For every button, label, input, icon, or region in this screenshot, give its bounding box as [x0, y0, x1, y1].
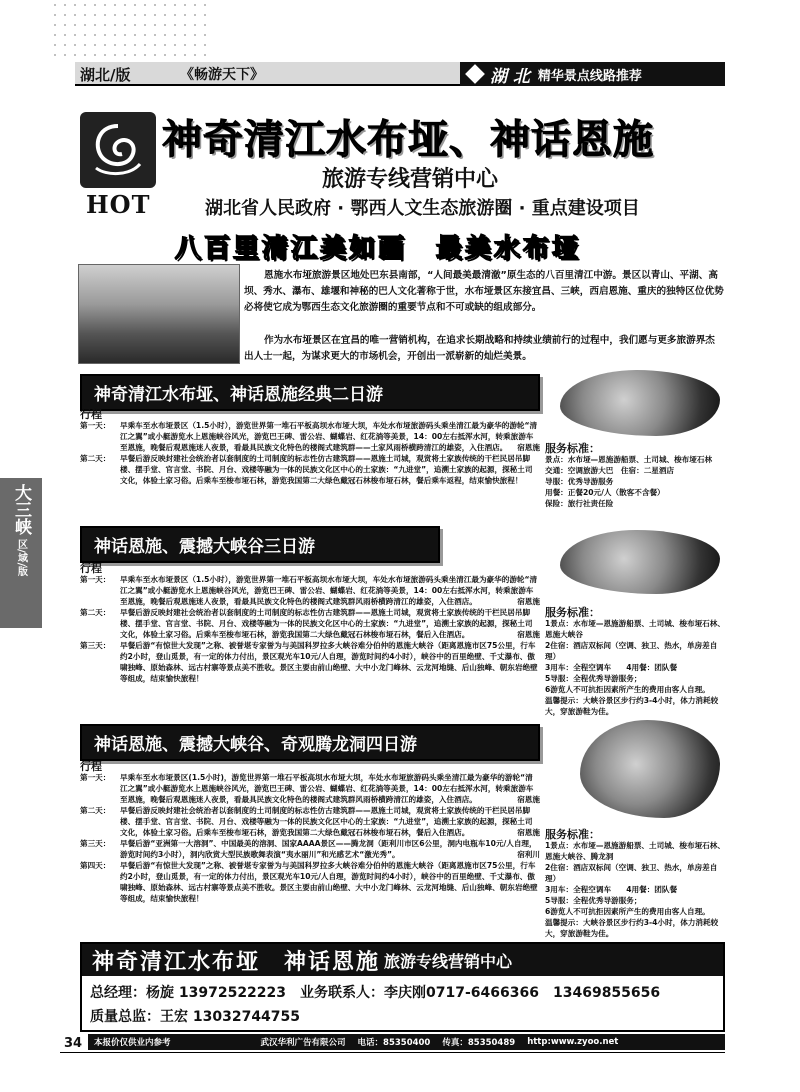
tour-2-day-3	[80, 640, 540, 684]
service-item: 5导服：全程优秀导游服务；	[545, 674, 642, 683]
side-tab-subtitle: 区/域/版	[15, 539, 27, 577]
service-item: 2住宿：酒店双标间（空调、独卫、热水，单房差自理）	[545, 863, 718, 883]
day-stay: 宿恩施	[517, 828, 540, 837]
page-number: 34	[64, 1036, 83, 1051]
tour-1-photo	[560, 370, 720, 436]
day-stay: 宿恩施	[517, 795, 540, 804]
day-text	[120, 838, 540, 860]
service-item: 温馨提示：大峡谷景区步行约3-4小时，体力消耗较大，穿旅游鞋为佳。	[545, 696, 719, 716]
company-name: 武汉华利广告有限公司	[260, 1038, 346, 1048]
service-item: 6游览人不可抗拒因素所产生的费用由客人自理。	[545, 685, 710, 694]
day-stay: 宿恩施	[517, 597, 540, 606]
contact-box-header	[82, 944, 723, 976]
tour-3-title: 神话恩施、震撼大峡谷、奇观腾龙洞四日游	[80, 724, 540, 761]
tour-2-service-title: 服务标准：	[545, 606, 600, 619]
tour-2-day-1	[80, 574, 540, 607]
subtitle: 旅游专线营销中心	[322, 167, 499, 192]
bottom-bar	[88, 1034, 725, 1050]
tour-1-itinerary-label: 行程	[80, 408, 102, 421]
diamond-icon	[465, 64, 485, 84]
contact-line-2: 质量总监：王宏 13032744755	[90, 1009, 301, 1025]
day-text	[120, 607, 540, 640]
day-label: 第一天：	[80, 421, 111, 430]
company-phone: 电话：85350400	[357, 1038, 431, 1048]
day-text	[120, 772, 540, 805]
government-project-line: 湖北省人民政府 · 鄂西人文生态旅游圈 · 重点建设项目	[205, 198, 640, 219]
service-item: 景点：水布垭—恩施游船票、土司城、梭布垭石林	[545, 455, 713, 464]
tour-3-day-1	[80, 772, 540, 805]
tour-1-day-2	[80, 453, 540, 486]
service-item: 3用车：全程空调车 4用餐：团队餐	[545, 663, 678, 672]
hot-label: HOT	[86, 190, 151, 219]
day-label: 第四天：	[80, 861, 111, 870]
tour-3-itinerary	[80, 772, 540, 904]
day-label: 第一天：	[80, 773, 111, 782]
bottom-rule	[60, 1052, 725, 1053]
dot-pattern	[50, 0, 210, 56]
tour-3-itinerary-label: 行程	[80, 760, 102, 773]
day-text: 早餐后游反映封建社会统治者以套制度的土司制度的标志性仿古建筑群——恩施土司城，观赏将土家族传统的干栏民居吊脚楼、摆手堂、官言堂、书院、月台、戏楼等融为一体的民族文化区中心的土家族：“九进堂”，追溯土家族的起源，探秘土司文化，体验土家习俗。后乘车至梭布垭石林，游览我国第二大绿色戴冠石林梭布垭石林，餐后乘车返程，结束愉快旅程！	[120, 454, 533, 485]
service-item: 1景点：水布垭—恩施游船票、土司城、梭布垭石林、恩施大峡谷	[545, 619, 725, 639]
day-stay: 宿恩施	[517, 630, 540, 639]
day-text	[120, 574, 540, 607]
day-text: 早餐后游“有惊世大发现”之称、被誉堪专家誉为与美国科罗拉多大峡谷难分伯仲的恩施大峡谷（距离恩施市区75公里，行车约2小时，登山觅景，有一定的体力付出，景区观光车10元/人自理，游览时间约4小时），峡谷中的百里绝壁、千丈瀑布、傲啸独峰、原始森林、远古村寨等景点美不胜收。景区主要由前山绝壁、大中小龙门峰林、云龙河地缝、后山独峰、朝东岩绝壁等组成，结束愉快旅程！	[120, 641, 538, 683]
tour-1-itinerary	[80, 420, 540, 486]
tour-3-day-2	[80, 805, 540, 838]
day-stay: 宿利川	[517, 850, 540, 859]
header-column: 《畅游天下》	[180, 67, 264, 83]
side-tab-title: 大三峡	[11, 484, 31, 535]
tour-3-services	[545, 840, 725, 939]
main-title: 神奇清江水布垭、神话恩施	[162, 117, 654, 163]
tour-2-itinerary	[80, 574, 540, 684]
tour-3-day-4	[80, 860, 540, 904]
day-text	[120, 420, 540, 453]
company-website: http:www.zyoo.net	[527, 1037, 619, 1047]
day-desc: 早乘车至水布垭景区（1.5小时），游览世界第一堆石平板高坝水布垭大坝，车处水布垭旅游码头乘坐清江最为豪华的游轮“清江之翼”或小艇游览水上恩施峡谷风光，游览巴王碑、雷公岩、蝴蝶岩、红花淌等美景，14：00左右抵浑水河，转乘旅游车至恩施，晚餐后观恩施迷人夜景，看最具民族文化特色的楼阁式建筑群风雨桥横跨清江的雄姿，入住酒店。	[120, 575, 538, 606]
day-label: 第三天：	[80, 641, 111, 650]
tour-2-itinerary-label: 行程	[80, 562, 102, 575]
tour-2-title: 神话恩施、震撼大峡谷三日游	[80, 526, 440, 563]
service-item: 温馨提示：大峡谷景区步行约3-4小时，体力消耗较大，穿旅游鞋为佳。	[545, 918, 719, 938]
header-region-box	[460, 62, 725, 86]
service-item: 交通：空调旅游大巴 住宿：二星酒店	[545, 466, 675, 475]
contact-head-brand: 神奇清江水布垭 神话恩施	[92, 948, 381, 975]
service-item: 1景点：水布垭—恩施游船票、土司城、梭布垭石林、恩施大峡谷、腾龙洞	[545, 841, 725, 861]
day-label: 第一天：	[80, 575, 111, 584]
service-item: 导服：优秀导游服务	[545, 477, 614, 486]
day-text	[120, 805, 540, 838]
price-note: 本报价仅供业内参考	[94, 1038, 171, 1048]
day-desc: 早餐后游“亚洲第一大溶洞”、中国最美的溶洞、国家AAAA景区——腾龙洞（距利川市区6公里，洞内电瓶车10元/人自理，游览时间约3小时），洞内欣赏大型民族歌舞表演“夷水丽川”和光感艺术“激光秀”。	[120, 839, 537, 859]
tour-2-photo	[560, 530, 720, 594]
day-text: 早餐后游“有惊世大发现”之称、被誉堪专家誉为与美国科罗拉多大峡谷难分伯仲的恩施大峡谷（距离恩施市区75公里，行车约2小时，登山觅景，有一定的体力付出，景区观光车10元/人自理，游览时间约4小时），峡谷中的百里绝壁、千丈瀑布、傲啸独峰、原始森林、远古村寨等景点美不胜收。景区主要由前山绝壁、大中小龙门峰林、云龙河地缝、后山独峰、朝东岩绝壁等组成，结束愉快旅程！	[120, 861, 538, 903]
day-label: 第二天：	[80, 454, 111, 463]
header-region: 湖 北	[490, 66, 530, 87]
day-desc: 早餐后游反映封建社会统治者以套制度的土司制度的标志性仿古建筑群——恩施土司城，观赏将土家族传统的干栏民居吊脚楼、摆手堂、官言堂、书院、月台、戏楼等融为一体的民族文化区中心的土家族：“九进堂”，追溯土家族的起源，探秘土司文化，体验土家习俗。后乘车至梭布垭石林，游览我国第二大绿色戴冠石林梭布垭石林，餐后入住酒店。	[120, 806, 533, 837]
day-desc: 早乘车至水布垭景区(1.5小时)，游览世界第一堆石平板高坝水布垭大坝，车处水布垭旅游码头乘坐清江最为豪华的游轮“清江之翼”或小艇游览水上恩施峡谷风光，游览巴王碑、雷公岩、蝴蝶岩、红花淌等美景，14：00左右抵浑水河，转乘旅游车至恩施，晚餐后观恩施迷人夜景，看最具民族文化特色的楼阁式建筑群风雨桥横跨清江的雄姿，入住酒店。	[120, 773, 534, 804]
tour-3-cave-photo	[580, 720, 720, 818]
day-label: 第二天：	[80, 806, 111, 815]
tour-3-day-3	[80, 838, 540, 860]
day-stay: 宿恩施	[517, 443, 540, 452]
service-item: 2住宿：酒店双标间（空调、独卫、热水，单房差自理）	[545, 641, 718, 661]
contact-head-center: 旅游专线营销中心	[384, 951, 513, 971]
contact-line-1: 总经理：杨旋 13972522223 业务联系人：李庆刚0717-6466366 13469855656	[90, 985, 661, 1001]
service-item: 6游览人不可抗拒因素所产生的费用由客人自理。	[545, 907, 710, 916]
scenery-photo	[78, 264, 240, 364]
tour-1-service-title: 服务标准：	[545, 442, 600, 455]
tour-2-services	[545, 618, 725, 717]
tour-1-services	[545, 454, 725, 509]
tour-2-day-2	[80, 607, 540, 640]
service-item: 用餐：正餐20元/人（散客不含餐）	[545, 488, 665, 497]
slogan: 八百里清江美如画 最美水布垭	[175, 234, 582, 264]
service-item: 保险：旅行社责任险	[545, 499, 614, 508]
day-label: 第二天：	[80, 608, 111, 617]
tour-1-day-1	[80, 420, 540, 453]
tour-1-title: 神奇清江水布垭、神话恩施经典二日游	[80, 374, 540, 411]
day-desc: 早乘车至水布垭景区（1.5小时），游览世界第一堆石平板高坝水布垭大坝，车处水布垭旅游码头乘坐清江最为豪华的游轮“清江之翼”或小艇游览水上恩施峡谷风光，游览巴王碑、雷公岩、蝴蝶岩、红花淌等美景，14：00左右抵浑水河，转乘旅游车至恩施，晚餐后观恩施迷人夜景，看最具民族文化特色的楼阁式建筑群——土家风雨桥横跨清江的雄姿，入住酒店。	[120, 421, 538, 452]
intro-paragraph-1: 恩施水布垭旅游景区地处巴东县南部，“人间最美最清澈”原生态的八百里清江中游。景区以青山、平湖、高坝、秀水、瀑布、雄堰和神秘的巴人文化著称于世，水布垭景区东接宜昌、三峡，西启恩施、重庆的独特区位优势必将使它成为鄂西生态文化旅游圈的重要节点和不可或缺的组成部分。	[244, 270, 724, 313]
service-item: 3用车：全程空调车 4用餐：团队餐	[545, 885, 678, 894]
header-tagline: 精华景点线路推荐	[537, 68, 642, 84]
day-label: 第三天：	[80, 839, 111, 848]
swirl-logo-icon	[80, 112, 156, 188]
side-region-tab	[0, 478, 42, 628]
header-section: 湖北/版	[80, 66, 131, 84]
day-desc: 早餐后游反映封建社会统治者以套制度的土司制度的标志性仿古建筑群——恩施土司城，观赏将土家族传统的干栏民居吊脚楼、摆手堂、官言堂、书院、月台、戏楼等融为一体的民族文化区中心的土家族：“九进堂”，追溯土家族的起源，探秘土司文化，体验土家习俗。后乘车至梭布垭石林，游览我国第二大绿色戴冠石林梭布垭石林，餐后入住酒店。	[120, 608, 533, 639]
tour-3-service-title: 服务标准：	[545, 828, 600, 841]
service-item: 5导服：全程优秀导游服务；	[545, 896, 642, 905]
company-fax: 传真：85350489	[442, 1038, 516, 1048]
intro-paragraph-2: 作为水布垭景区在宜昌的唯一营销机构，在追求长期战略和持续业绩前行的过程中，我们愿与更多旅游界杰出人士一起，为谋求更大的市场机会，开创出一派崭新的灿烂美景。	[244, 335, 715, 362]
